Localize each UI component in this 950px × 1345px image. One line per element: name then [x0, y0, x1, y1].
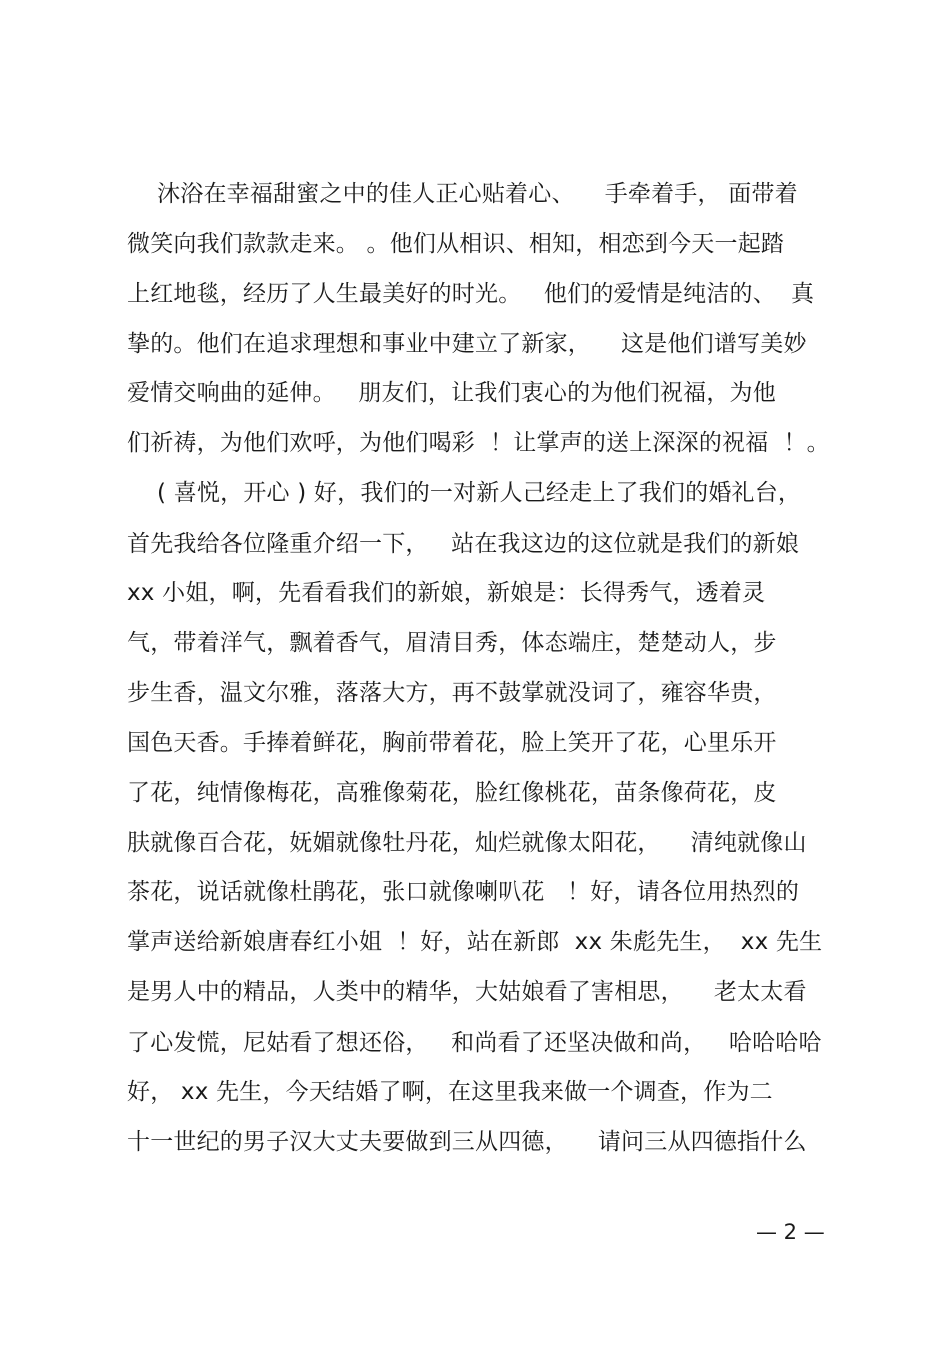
body-line-15: 茶花，说话就像杜鹃花，张口就像喇叭花 ！好，请各位用热烈的 [127, 879, 800, 905]
body-line-19: 好， xx 先生，今天结婚了啊，在这里我来做一个调查，作为二 [127, 1079, 773, 1105]
body-line-10: 气，带着洋气，飘着香气，眉清目秀，体态端庄，楚楚动人，步 [127, 630, 777, 656]
body-line-20: 十一世纪的男子汉大丈夫要做到三从四德， 请问三从四德指什么 [127, 1129, 807, 1155]
page-number: — 2 — [756, 1220, 825, 1244]
body-line-11: 步生香，温文尔雅，落落大方，再不鼓掌就没词了，雍容华贵， [127, 680, 777, 706]
body-line-7: ( 喜悦，开心 ) 好，我们的一对新人己经走上了我们的婚礼台， [127, 480, 802, 506]
body-line-4: 挚的。他们在追求理想和事业中建立了新家， 这是他们谱写美妙 [127, 331, 807, 357]
body-line-14: 肤就像百合花，妩媚就像牡丹花，灿烂就像太阳花， 清纯就像山 [127, 830, 807, 856]
body-line-3: 上红地毯，经历了人生最美好的时光。 他们的爱情是纯洁的、 真 [127, 281, 815, 307]
body-line-1: 沐浴在幸福甜蜜之中的佳人正心贴着心、 手牵着手， 面带着 [127, 181, 798, 207]
body-line-9: xx 小姐，啊，先看看我们的新娘，新娘是：长得秀气，透着灵 [127, 580, 766, 606]
body-line-8: 首先我给各位隆重介绍一下， 站在我这边的这位就是我们的新娘 [127, 531, 800, 557]
body-line-5: 爱情交响曲的延伸。 朋友们，让我们衷心的为他们祝福，为他 [127, 380, 776, 406]
body-line-6: 们祈祷，为他们欢呼，为他们喝彩 ！让掌声的送上深深的祝福 ！。 [127, 430, 830, 456]
body-line-18: 了心发慌，尼姑看了想还俗， 和尚看了还坚决做和尚， 哈哈哈哈 [127, 1030, 822, 1056]
body-line-16: 掌声送给新娘唐春红小姐 ！好，站在新郎 xx 朱彪先生， xx 先生 [127, 929, 823, 955]
body-line-2: 微笑向我们款款走来。 。他们从相识、相知，相恋到今天一起踏 [127, 231, 785, 257]
body-line-13: 了花，纯情像梅花，高雅像菊花，脸红像桃花，苗条像荷花，皮 [127, 780, 777, 806]
body-line-12: 国色天香。手捧着鲜花，胸前带着花，脸上笑开了花，心里乐开 [127, 730, 777, 756]
body-line-17: 是男人中的精品，人类中的精华，大姑娘看了害相思， 老太太看 [127, 979, 807, 1005]
